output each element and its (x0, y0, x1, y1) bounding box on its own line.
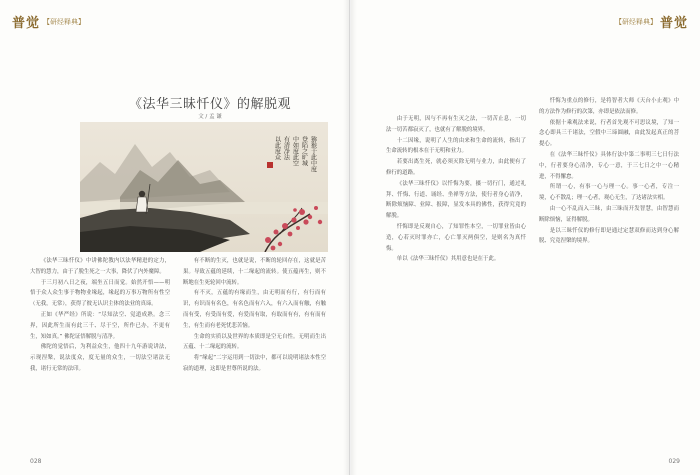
magazine-logo: 普觉 (12, 16, 41, 31)
paragraph: 佛陀的觉悟后，为利益众生，他四十九年游说讲法，示现涅槃，说法度众，度无量的众生，一切法空诸法无我，诸行无常的法印。 (30, 344, 170, 372)
svg-text:猕猴于此中度: 猕猴于此中度 (309, 136, 317, 172)
paragraph: 正如《华严经》所说：“尽知法空、觉道成熟。念三界，因此所生而有此三千、尽于空，所作已办，不更有生，知如真。” 佛陀证悟解脱与清净。 (30, 311, 170, 340)
paragraph: 将“缘起”二字运用到一切法中，都可以说明诸法本性空寂的道理，这即是世尊所说的法。 (183, 355, 326, 372)
paragraph: 忏悔为重点的修行，是将智者大师《天台小止观》中的方法作为修行的次第，亦即是依法而修。 (539, 98, 679, 115)
paragraph: 由一心不乱而入三昧，由三昧而开发智慧，由智慧而断除烦恼，证得解脱。 (539, 205, 679, 223)
seal-stamp (267, 162, 273, 168)
paragraph: 有不断的生灭，也就是说，不断的轮回存在，这就是苦果。导致五蕴的延续，十二缘起的流转。使五蕴再生，则不断地在生死轮回中流转。 (183, 258, 326, 286)
article-byline: 文 / 孟 谦 (198, 114, 222, 120)
svg-text:有清净法: 有清净法 (282, 136, 290, 160)
left-text-column-2 (183, 256, 326, 456)
paragraph: 在《法华三昧忏仪》具体行法中第二事明三七日行法中，行者要身心清净，专心一意，于三七日之中一心精进，不得懈怠。 (539, 151, 679, 180)
right-text-column-2 (539, 96, 679, 456)
ink-landscape-painting (80, 122, 328, 252)
paragraph: 忏悔即是反观自心，了知罪性本空，一切罪业皆由心造，心若灭时罪亦亡，心亡罪灭两俱空，是则名为真忏悔。 (386, 223, 526, 252)
paragraph: 若要出离生死，就必须灭除无明与业力，由此便有了修行的道路。 (386, 159, 526, 176)
right-text-column-1 (386, 114, 526, 456)
paragraph: 十二因缘，说明了人生的由来和生命的流转，指出了生命流转的根本在于无明和业力。 (386, 137, 526, 155)
paragraph: 《法华三昧忏仪》中讲佛陀教内以法华精进的定力，大智的慧力，由于了脱生死之一大事，降伏了内外魔障。 (30, 258, 170, 275)
paragraph: 依据十乘观法来说，行者首先观不可思议境，了知一念心即具三千诸法，空假中三谛圆融，由此发起真正的菩提心。 (539, 119, 679, 148)
svg-text:中如度此空: 中如度此空 (291, 136, 299, 166)
section-label: 【研经释典】 (614, 17, 657, 26)
paragraph: 《法华三昧忏仪》以忏悔为要，摄一切行门，通过礼拜、忏悔、行道、诵经、坐禅等方法，使行者身心清净，断除烦恼障、业障、报障，显发本具的佛性，获得究竟的解脱。 (386, 180, 526, 220)
right-page (351, 0, 700, 475)
paragraph: 由于无明，因与不再有生灭之法，一切苦止息，一切法一切苦都寂灭了，也就有了解脱的境界。 (386, 116, 526, 133)
section-label: 【研经释典】 (43, 17, 86, 26)
paragraph: 于三月初八日之夜，端坐五日而觉。始然开悟——明悟于众人众生事于物物业缘起，缘起的万事万物所有性空（无我，无常），获得了彼无认识主体的法业的真谛。 (30, 279, 170, 308)
paragraph: 单以《法华三昧忏仪》其用意也是在于此。 (396, 256, 500, 263)
paragraph: 有不灭，五蕴的有缘而生，由无明而有行，有行而有识，有识而有名色，有名色而有六入，有六入而有触，有触而有受，有受而有爱，有爱而有取，有取而有有，有有而有生，有生而有老死忧悲苦恼。 (183, 290, 326, 329)
svg-text:登陷之旷城: 登陷之旷城 (300, 136, 308, 166)
svg-text:以此度众: 以此度众 (273, 136, 281, 160)
header-brand-left (12, 12, 85, 31)
magazine-logo: 普觉 (659, 16, 688, 31)
page-number-right: 029 (668, 458, 680, 465)
article-title: 《法华三昧忏仪》的解脱观 (128, 97, 291, 112)
page-number-left: 028 (30, 458, 42, 465)
paragraph: 所谓一心，有事一心与理一心。事一心者，专注一境，心不散乱；理一心者，观心无生，了达诸法实相。 (539, 184, 679, 202)
paragraph: 生命的实质以及世界的本质即是空无自性。无明而生出五蕴、十二缘起的流转。 (183, 333, 326, 351)
header-brand-right (615, 12, 688, 31)
left-text-column-1 (30, 256, 170, 456)
paragraph: 是以三昧忏仪的修行即是通过定慧双修而达到身心解脱、究竟涅槃的境界。 (539, 227, 679, 245)
